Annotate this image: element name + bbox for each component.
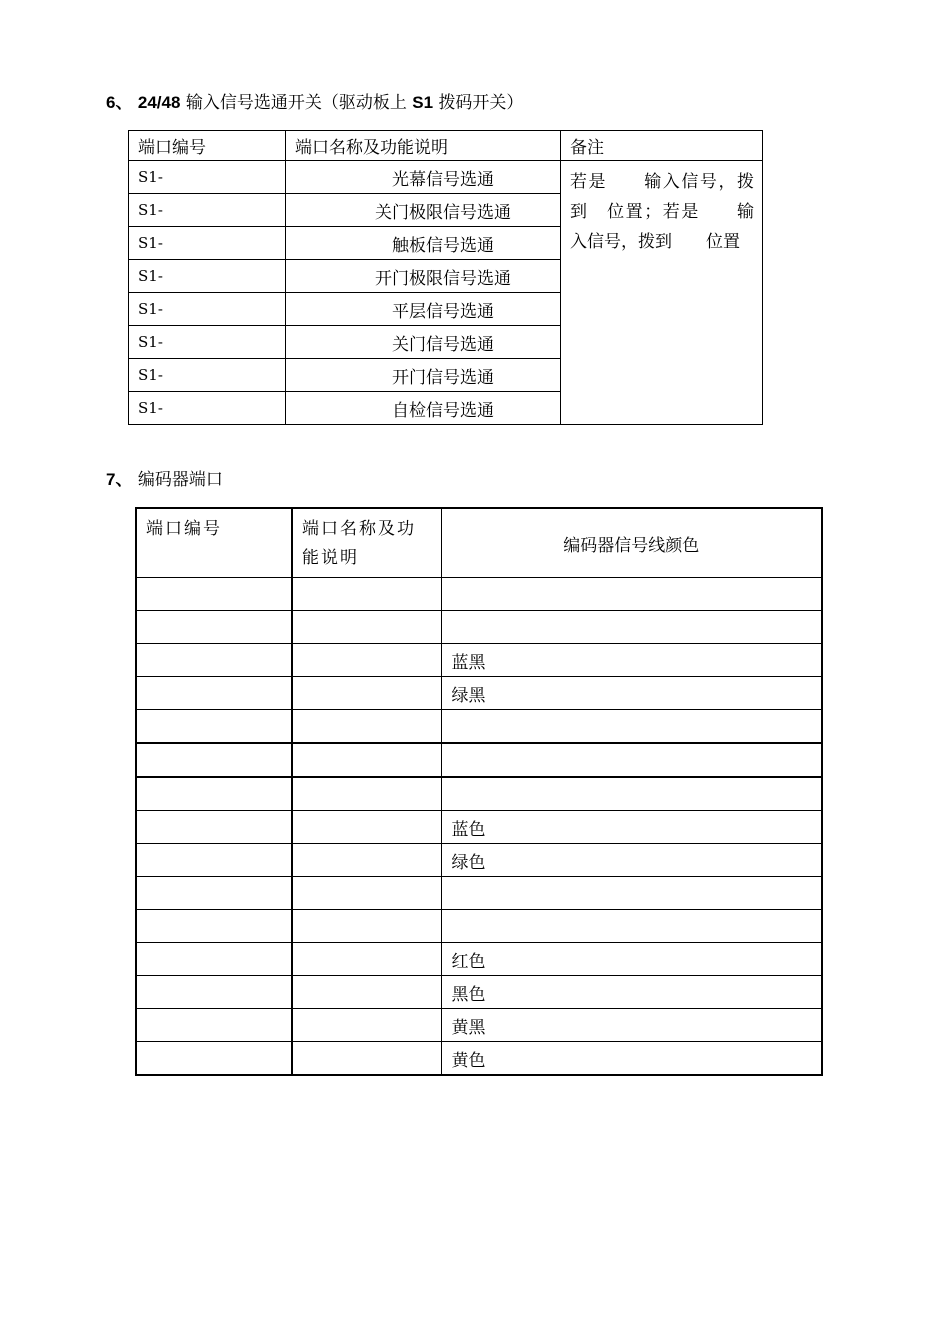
color-cell: 蓝黑: [441, 644, 822, 677]
function-cell: [292, 777, 441, 811]
note-cell: 若是 输入信号，拨到 位置；若是 输入信号，拨到 位置: [561, 161, 763, 425]
table-row: [136, 877, 822, 910]
port-cell: [136, 1042, 292, 1076]
port-cell: [136, 943, 292, 976]
function-cell: [292, 644, 441, 677]
port-cell: [136, 1009, 292, 1042]
header-port-number: 端口编号: [136, 508, 292, 578]
color-cell: 绿黑: [441, 677, 822, 710]
color-cell: [441, 777, 822, 811]
port-cell: [136, 976, 292, 1009]
section-6-title-bold: 24/48: [137, 93, 181, 112]
port-cell: S1-: [129, 194, 286, 227]
color-cell: 蓝色: [441, 811, 822, 844]
table-row: [136, 677, 822, 710]
table-row: [136, 578, 822, 611]
header-note: 备注: [561, 131, 763, 161]
table-row: [136, 976, 822, 1009]
function-cell: [292, 910, 441, 943]
function-cell: 关门信号选通: [286, 326, 561, 359]
table-row: [136, 811, 822, 844]
table-row: [136, 1042, 822, 1076]
function-cell: [292, 877, 441, 910]
dip-switch-table: [128, 130, 763, 425]
encoder-port-table: [135, 507, 823, 1076]
color-cell: 红色: [441, 943, 822, 976]
function-cell: 开门信号选通: [286, 359, 561, 392]
section-6-title-text: 输入信号选通开关（驱动板上: [185, 93, 407, 113]
function-cell: [292, 578, 441, 611]
port-cell: [136, 811, 292, 844]
color-cell: 绿色: [441, 844, 822, 877]
port-cell: S1-: [129, 392, 286, 425]
section-6-title-bold2: S1: [412, 93, 434, 112]
port-cell: [136, 844, 292, 877]
table-row: [136, 611, 822, 644]
color-cell: 黄黑: [441, 1009, 822, 1042]
function-cell: 关门极限信号选通: [286, 194, 561, 227]
function-cell: [292, 943, 441, 976]
section-6-title-text2: 拨码开关）: [438, 93, 524, 113]
function-cell: 平层信号选通: [286, 293, 561, 326]
section-6-number: 6、: [106, 93, 133, 112]
port-cell: S1-: [129, 293, 286, 326]
function-cell: [292, 677, 441, 710]
function-cell: [292, 844, 441, 877]
function-cell: 自检信号选通: [286, 392, 561, 425]
table-row: [136, 710, 822, 744]
table-row: [136, 743, 822, 777]
color-cell: [441, 710, 822, 744]
table-row: [136, 1009, 822, 1042]
function-cell: [292, 1009, 441, 1042]
port-cell: [136, 777, 292, 811]
header-port-function: 端口名称及功能说明: [286, 131, 561, 161]
port-cell: S1-: [129, 161, 286, 194]
table-row: [136, 644, 822, 677]
table-row: [136, 943, 822, 976]
header-port-number: 端口编号: [129, 131, 286, 161]
function-cell: 触板信号选通: [286, 227, 561, 260]
port-cell: [136, 710, 292, 744]
port-cell: S1-: [129, 326, 286, 359]
color-cell: [441, 611, 822, 644]
section-7-title: 编码器端口: [137, 470, 223, 490]
port-cell: [136, 611, 292, 644]
table-row: [136, 910, 822, 943]
table-row: [129, 161, 763, 194]
port-cell: [136, 743, 292, 777]
function-cell: [292, 611, 441, 644]
function-cell: [292, 1042, 441, 1076]
section-7-number: 7、: [106, 470, 133, 489]
table-header-row: [129, 131, 763, 161]
port-cell: [136, 877, 292, 910]
function-cell: [292, 976, 441, 1009]
function-cell: [292, 811, 441, 844]
color-cell: [441, 578, 822, 611]
port-cell: [136, 910, 292, 943]
port-cell: [136, 677, 292, 710]
port-cell: [136, 578, 292, 611]
port-cell: S1-: [129, 359, 286, 392]
port-cell: [136, 644, 292, 677]
section-7-heading: [106, 465, 223, 490]
table-row: [136, 777, 822, 811]
section-6-heading: [106, 88, 523, 113]
color-cell: [441, 877, 822, 910]
header-wire-color: 编码器信号线颜色: [441, 508, 822, 578]
function-cell: 开门极限信号选通: [286, 260, 561, 293]
function-cell: 光幕信号选通: [286, 161, 561, 194]
port-cell: S1-: [129, 260, 286, 293]
color-cell: [441, 910, 822, 943]
color-cell: 黑色: [441, 976, 822, 1009]
color-cell: [441, 743, 822, 777]
function-cell: [292, 710, 441, 744]
port-cell: S1-: [129, 227, 286, 260]
header-port-function: 端口名称及功能说明: [292, 508, 441, 578]
color-cell: 黄色: [441, 1042, 822, 1076]
table-header-row: [136, 508, 822, 578]
function-cell: [292, 743, 441, 777]
table-row: [136, 844, 822, 877]
